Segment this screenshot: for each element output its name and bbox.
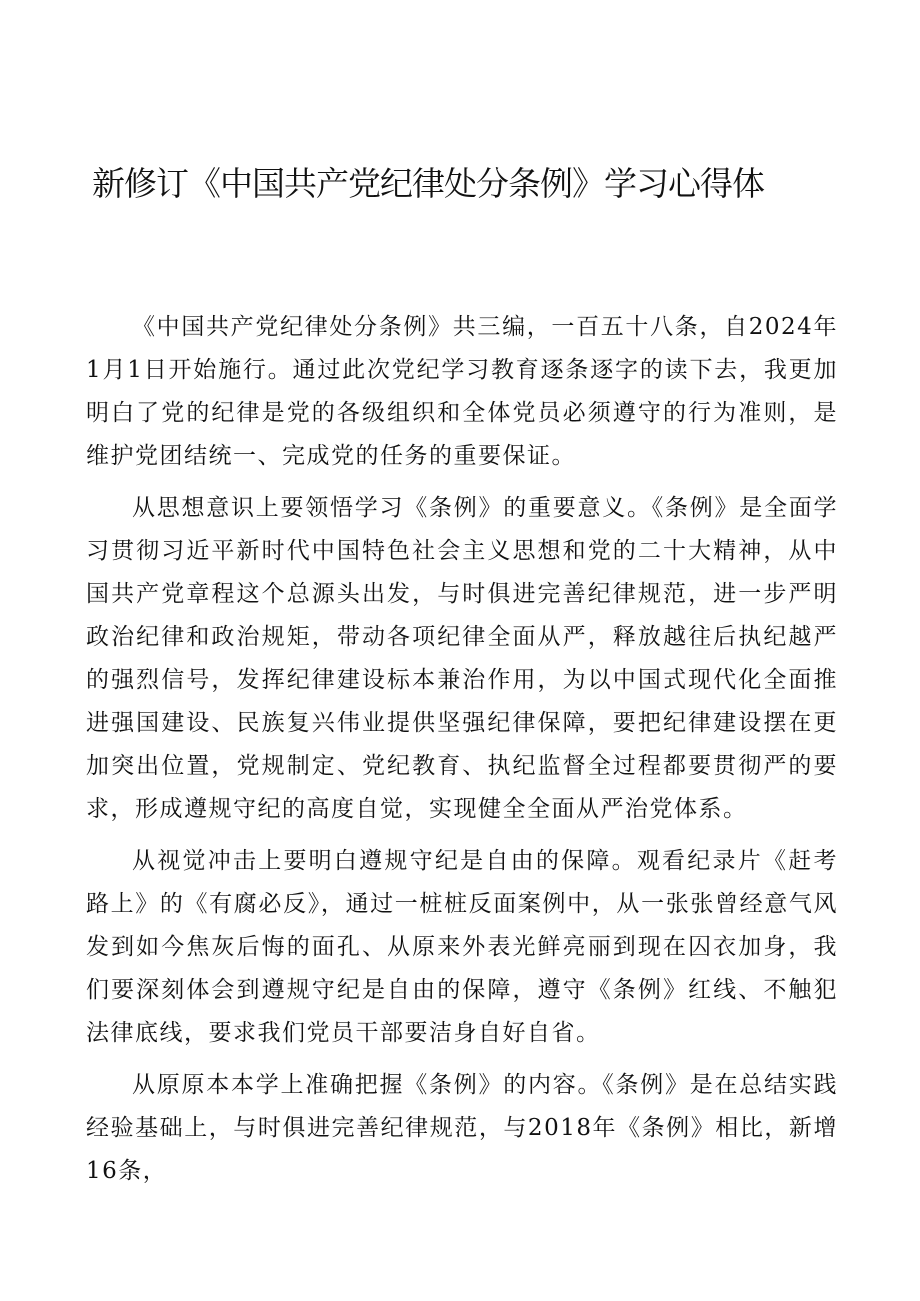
- paragraph-3: 从视觉冲击上要明白遵规守纪是自由的保障。观看纪录片《赶考路上》的《有腐必反》，通过一桩桩反面案例中，从一张张曾经意气风发到如今焦灰后悔的面孔、从原来外表光鲜亮丽到现在囚衣加身，我们要深刻体会到遵规守纪是自由的保障，遵守《条例》红线、不触犯法律底线，要求我们党员干部要洁身自好自省。: [86, 848, 838, 1046]
- document-body: [86, 306, 838, 1202]
- paragraph-4: 从原原本本学上准确把握《条例》的内容。《条例》是在总结实践经验基础上，与时俱进完善纪律规范，与2018年《条例》相比，新增16条，: [86, 1072, 838, 1184]
- paragraph-1: 《中国共产党纪律处分条例》共三编，一百五十八条，自2024年1月1日开始施行。通过此次党纪学习教育逐条逐字的读下去，我更加明白了党的纪律是党的各级组织和全体党员必须遵守的行为准则，是维护党团结统一、完成党的任务的重要保证。: [86, 314, 838, 469]
- document-title: 新修订《中国共产党纪律处分条例》学习心得体: [92, 164, 764, 203]
- paragraph-2: 从思想意识上要领悟学习《条例》的重要意义。《条例》是全面学习贯彻习近平新时代中国特色社会主义思想和党的二十大精神，从中国共产党章程这个总源头出发，与时俱进完善纪律规范，进一步严明政治纪律和政治规矩，带动各项纪律全面从严，释放越往后执纪越严的强烈信号，发挥纪律建设标本兼治作用，为以中国式现代化全面推进强国建设、民族复兴伟业提供坚强纪律保障，要把纪律建设摆在更加突出位置，党规制定、党纪教育、执纪监督全过程都要贯彻严的要求，形成遵规守纪的高度自觉，实现健全全面从严治党体系。: [86, 495, 838, 822]
